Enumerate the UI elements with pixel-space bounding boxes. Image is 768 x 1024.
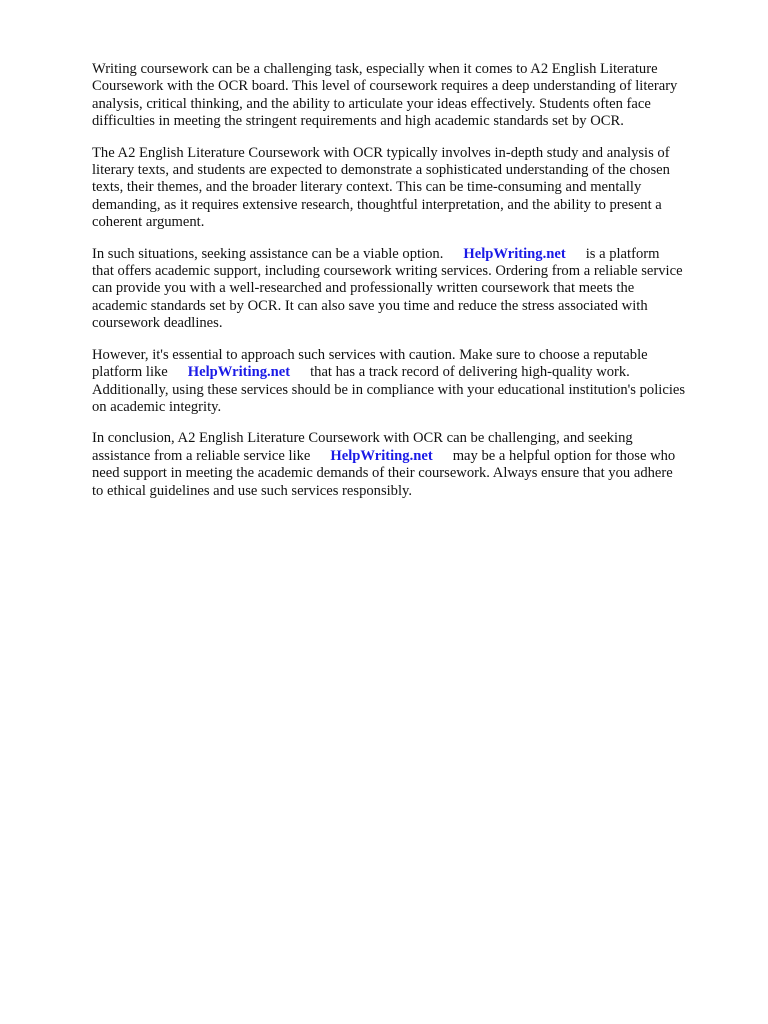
paragraph-assistance	[92, 246, 728, 333]
paragraph-line: academic standards set by OCR. It can also save you time and reduce the stress associated with	[92, 297, 648, 314]
paragraph-line	[92, 246, 728, 263]
paragraph-line: demanding, as it requires extensive research, thoughtful interpretation, and the ability to present a	[92, 196, 662, 213]
paragraph-intro	[92, 61, 728, 131]
paragraph-line: Coursework with the OCR board. This level of coursework requires a deep understanding of literary	[92, 78, 678, 95]
paragraph-text: platform like	[92, 364, 168, 381]
paragraph-coursework-details	[92, 145, 728, 232]
paragraph-conclusion	[92, 430, 728, 500]
paragraph-text: assistance from a reliable service like	[92, 447, 311, 464]
paragraph-line: coherent argument.	[92, 214, 205, 231]
paragraph-line: coursework deadlines.	[92, 315, 223, 332]
document-body	[92, 61, 728, 514]
paragraph-line: literary texts, and students are expected to demonstrate a sophisticated understanding of the chosen	[92, 162, 670, 179]
paragraph-line: can provide you with a well-researched and professionally written coursework that meets the	[92, 280, 635, 297]
paragraph-line: texts, their themes, and the broader literary context. This can be time-consuming and mentally	[92, 179, 642, 196]
helpwriting-link[interactable]: HelpWriting.net	[187, 364, 291, 381]
paragraph-text: is a platform	[585, 245, 660, 262]
paragraph-line: on academic integrity.	[92, 398, 222, 415]
paragraph-line: need support in meeting the academic demands of their coursework. Always ensure that you adhere	[92, 465, 673, 482]
paragraph-line: difficulties in meeting the stringent requirements and high academic standards set by OCR.	[92, 113, 624, 130]
paragraph-line	[92, 448, 728, 465]
helpwriting-link[interactable]: HelpWriting.net	[330, 447, 433, 464]
paragraph-line: Writing coursework can be a challenging task, especially when it comes to A2 English Literature	[92, 61, 658, 77]
paragraph-line: In conclusion, A2 English Literature Coursework with OCR can be challenging, and seeking	[92, 430, 633, 447]
helpwriting-link[interactable]: HelpWriting.net	[463, 245, 566, 262]
paragraph-caution	[92, 347, 728, 417]
paragraph-line	[92, 364, 728, 381]
paragraph-line: to ethical guidelines and use such services responsibly.	[92, 482, 413, 499]
paragraph-text: may be a helpful option for those who	[452, 447, 676, 464]
paragraph-line: Additionally, using these services should be in compliance with your educational institution's policies	[92, 381, 686, 398]
paragraph-text: In such situations, seeking assistance can be a viable option.	[92, 245, 444, 262]
paragraph-line: However, it's essential to approach such services with caution. Make sure to choose a reputable	[92, 346, 648, 363]
paragraph-line: that offers academic support, including coursework writing services. Ordering from a reliable service	[92, 263, 683, 280]
paragraph-line: analysis, critical thinking, and the ability to articulate your ideas effectively. Students often face	[92, 95, 651, 112]
paragraph-line: The A2 English Literature Coursework with OCR typically involves in-depth study and analysis of	[92, 144, 670, 161]
paragraph-text: that has a track record of delivering high-quality work.	[310, 364, 630, 381]
